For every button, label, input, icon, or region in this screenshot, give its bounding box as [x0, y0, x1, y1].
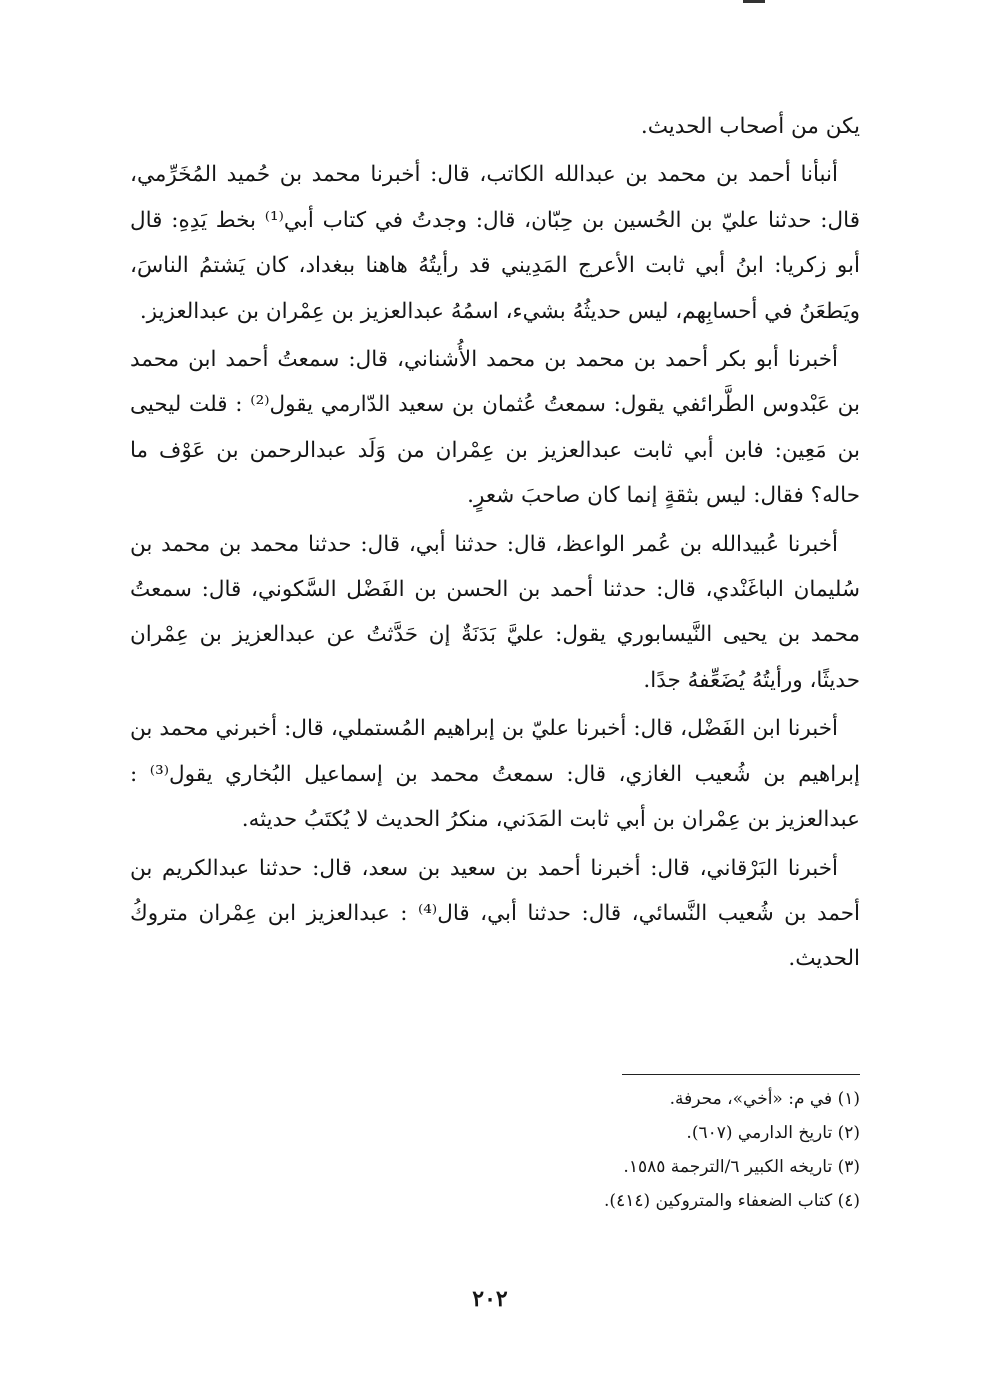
- footnote-1: (١) في م: «أخي»، محرفة.: [669, 1089, 860, 1109]
- paragraph-hadith-5: أخبرنا البَرْقاني، قال: أخبرنا أحمد بن سعيد بن سعد، قال: حدثنا عبدالكريم بن أحمد بن شُعيب النَّسائي، قال: حدثنا أبي، قال⁽⁴⁾ : عبدالعزيز ابن عِمْران متروكُ الحديث.: [130, 855, 860, 972]
- paragraph-hadith-2: أخبرنا أبو بكر أحمد بن محمد بن محمد الأُشناني، قال: سمعتُ أحمد ابن محمد بن عَبْدوس الطَّرائفي يقول: سمعتُ عُثمان بن سعيد الدّارمي يقول⁽²⁾ : قلت ليحيى بن مَعِين: فابن أبي ثابت عبدالعزيز بن عِمْران من وَلَد عبدالرحمن بن عَوْف ما حاله؟ فقال: ليس بثقةٍ إنما كان صاحبَ شعرٍ.: [130, 347, 860, 509]
- top-edge-mark: [743, 0, 765, 3]
- footnote-2: (٢) تاريخ الدارمي (٦٠٧).: [686, 1123, 860, 1143]
- footnote-separator: [622, 1074, 860, 1075]
- footnote-3: (٣) تاريخه الكبير ٦/الترجمة ١٥٨٥.: [623, 1157, 860, 1177]
- page-number: ٢٠٢: [472, 1286, 508, 1312]
- paragraph-hadith-4: أخبرنا ابن الفَضْل، قال: أخبرنا عليّ بن إبراهيم المُستملي، قال: أخبرني محمد بن إبراهيم بن شُعيب الغازي، قال: سمعتُ محمد بن إسماعيل البُخاري يقول⁽³⁾ : عبدالعزيز بن عِمْران بن أبي ثابت المَدَني، منكرُ الحديث لا يُكتَبُ حديثه.: [130, 716, 861, 833]
- footnote-4: (٤) كتاب الضعفاء والمتروكين (٤١٤).: [604, 1191, 860, 1211]
- footnotes: [430, 1082, 860, 1218]
- paragraph-hadith-1: أنبأنا أحمد بن محمد بن عبدالله الكاتب، قال: أخبرنا محمد بن حُميد المُخَرِّمي، قال: حدثنا عليّ بن الحُسين بن حِبّان، قال: وجدتُ في كتاب أبي⁽¹⁾ بخط يَدِهِ: قال أبو زكريا: ابنُ أبي ثابت الأعرج المَدِيني قد رأيتُهُ هاهنا ببغداد، كان يَشتمُ الناسَ، ويَطعَنُ في أحسابِهم، ليس حديثُهُ بشيء، اسمُهُ عبدالعزيز بن عِمْران بن عبدالعزيز.: [130, 162, 861, 324]
- paragraph-continuation: يكن من أصحاب الحديث.: [640, 114, 860, 139]
- main-text: [130, 104, 860, 982]
- paragraph-hadith-3: أخبرنا عُبيدالله بن عُمر الواعظ، قال: حدثنا أبي، قال: حدثنا محمد بن محمد بن سُليمان الباغَنْدي، قال: حدثنا أحمد بن الحسن بن الفَضْل السَّكوني، قال: سمعتُ محمد بن يحيى النَّيسابوري يقول: عليَّ بَدَنَةٌ إن حَدَّثتُ عن عبدالعزيز بن عِمْران حديثًا، ورأيتُهُ يُضَعِّفهُ جدًا.: [130, 531, 860, 693]
